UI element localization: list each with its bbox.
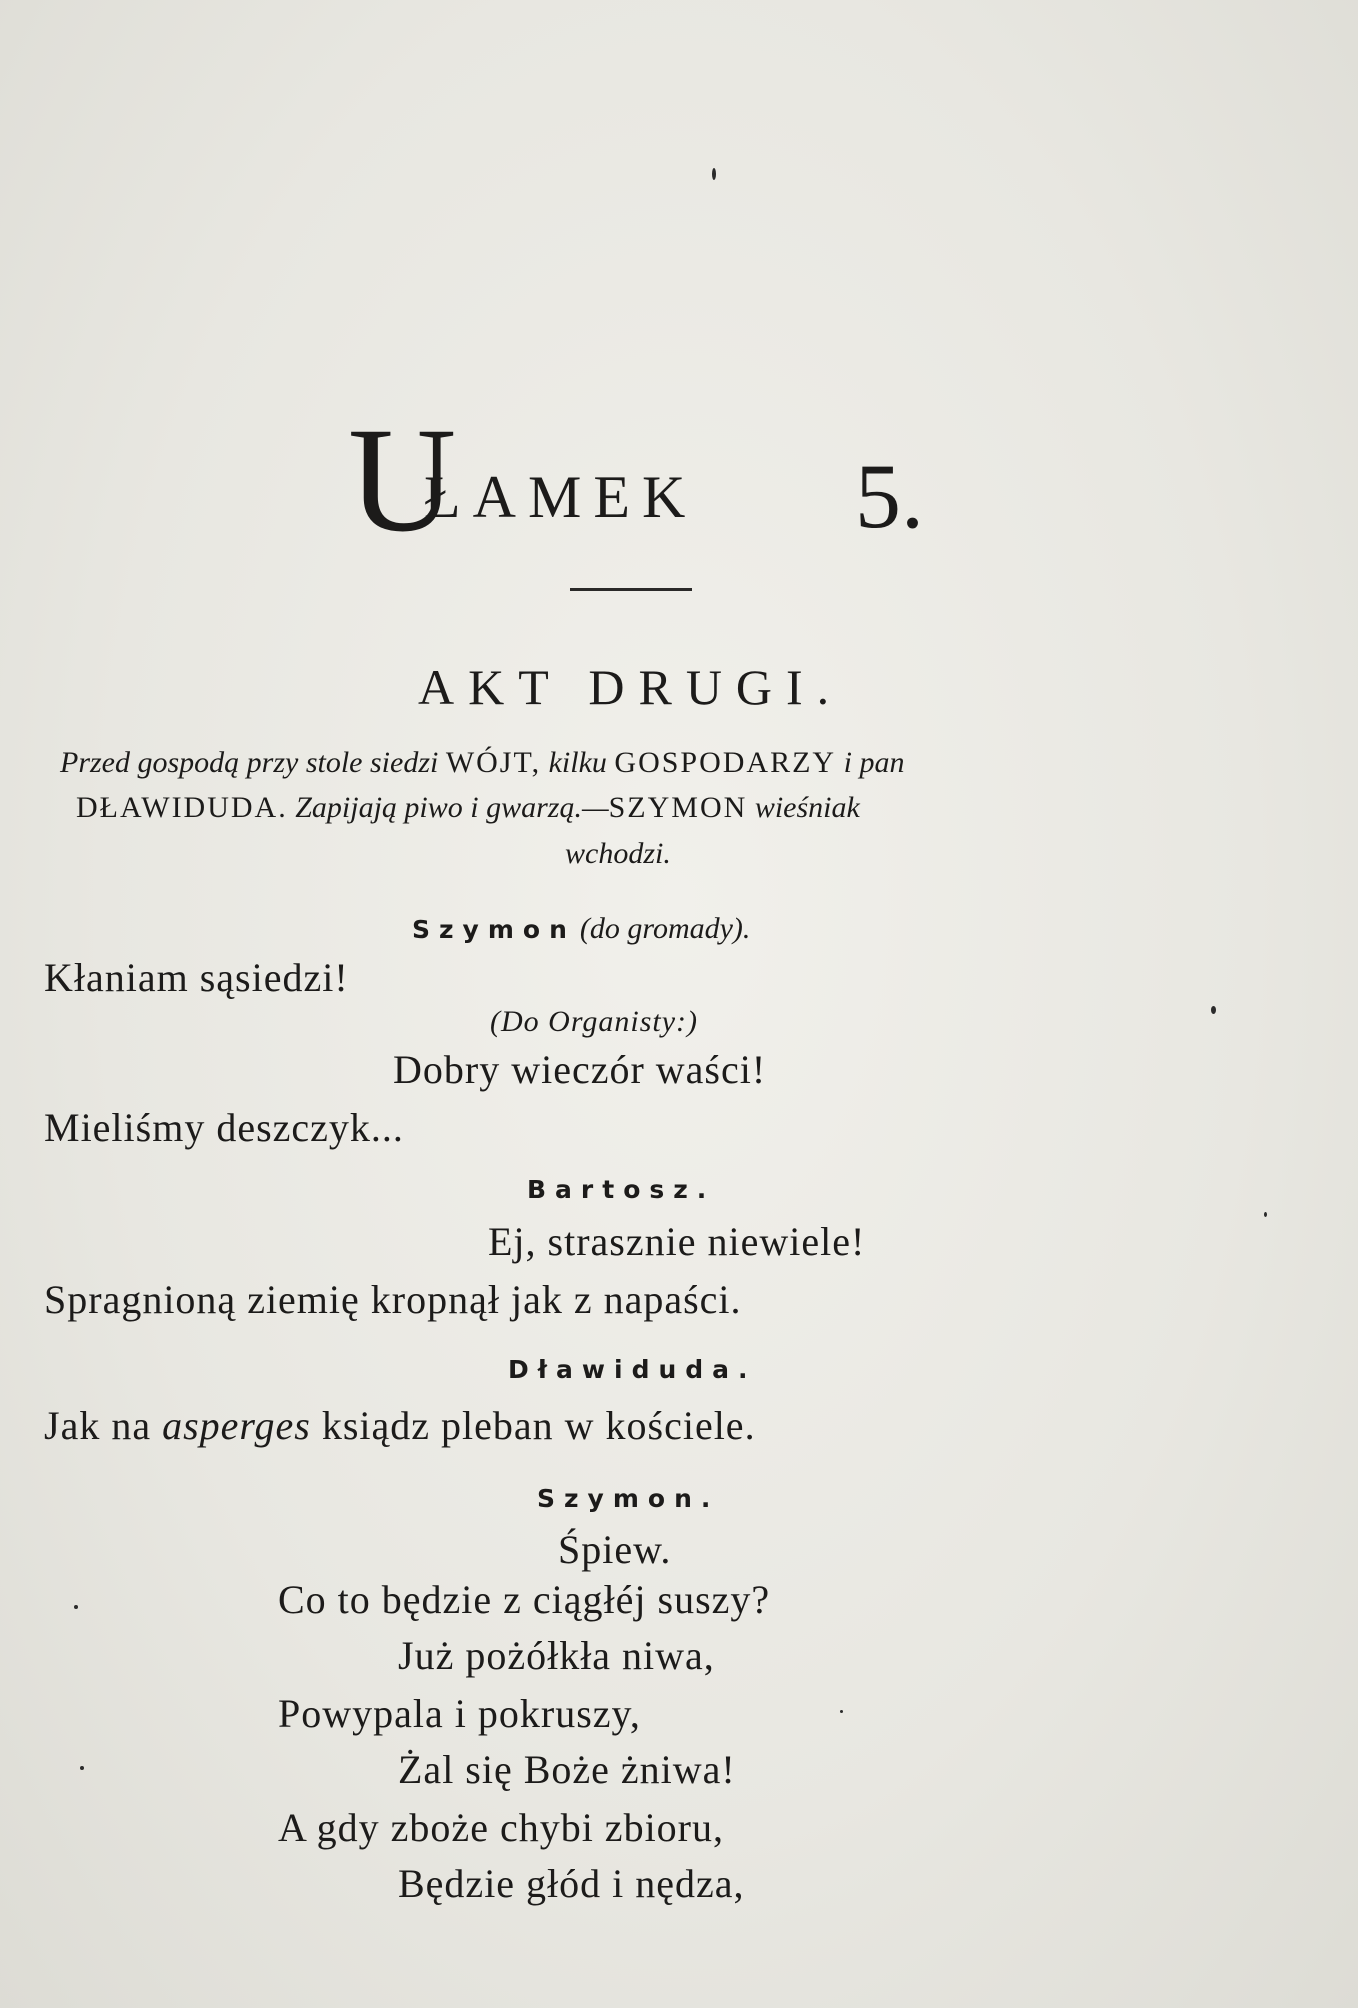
- ink-speck: [712, 168, 716, 180]
- verse-text: Jak na: [44, 1403, 152, 1448]
- title-number: 5.: [855, 445, 924, 547]
- speaker-name: Szymon.: [537, 1484, 720, 1513]
- verse-line: Spragnioną ziemię kropnął jak z napaści.: [44, 1277, 742, 1322]
- verse-line: Mieliśmy deszczyk...: [44, 1105, 404, 1150]
- song-label: Śpiew.: [558, 1527, 672, 1572]
- verse-line: [44, 1403, 756, 1448]
- character-name: GOSPODARZY: [614, 746, 837, 779]
- verse-text: ksiądz pleban w kościele.: [321, 1403, 756, 1448]
- title-initial: U: [348, 397, 457, 563]
- song-line: Żal się Boże żniwa!: [398, 1747, 736, 1792]
- verse-line: Dobry wieczór waści!: [393, 1047, 767, 1092]
- title-rest: ŁAMEK: [424, 464, 698, 530]
- ink-speck: [80, 1766, 84, 1770]
- verse-line: Ej, strasznie niewiele!: [488, 1219, 866, 1264]
- verse-line: Kłaniam sąsiedzi!: [44, 955, 349, 1000]
- stage-note: (Do Organisty:): [490, 1005, 699, 1038]
- stage-text: kilku: [548, 746, 607, 779]
- stage-direction-line-2: [76, 790, 860, 826]
- latin-word: asperges: [162, 1403, 311, 1448]
- speaker-name: Szymon: [412, 915, 576, 944]
- song-line: Co to będzie z ciągłéj suszy?: [278, 1577, 771, 1622]
- stage-direction-line-1: [60, 745, 904, 781]
- song-line: Już pożółkła niwa,: [398, 1633, 715, 1678]
- chapter-title: [340, 397, 960, 585]
- speaker-name: Dławiduda.: [508, 1355, 757, 1384]
- character-name: SZYMON: [608, 791, 748, 824]
- speaker-name: Bartosz.: [527, 1175, 716, 1204]
- stage-text: Przed gospodą przy stole siedzi: [60, 746, 439, 779]
- ink-speck: [1264, 1212, 1267, 1217]
- ink-speck: [1211, 1006, 1216, 1014]
- stage-direction-line-3: wchodzi.: [565, 837, 671, 870]
- act-heading: AKT DRUGI.: [418, 659, 844, 715]
- stage-text: i pan: [843, 746, 905, 779]
- character-name: DŁAWIDUDA.: [76, 791, 288, 824]
- stage-text: Zapijają piwo i gwarzą.—: [295, 791, 609, 824]
- character-name: WÓJT,: [445, 746, 542, 779]
- title-divider: [570, 588, 692, 591]
- song-line: Będzie głód i nędza,: [398, 1861, 745, 1906]
- song-line: A gdy zboże chybi zbioru,: [278, 1805, 724, 1850]
- song-line: Powypala i pokruszy,: [278, 1691, 641, 1736]
- stage-text: wieśniak: [754, 791, 860, 824]
- speaker-heading: [412, 912, 750, 946]
- ink-speck: [74, 1605, 78, 1609]
- speaker-note: (do gromady).: [579, 912, 751, 945]
- ink-speck: [840, 1710, 843, 1713]
